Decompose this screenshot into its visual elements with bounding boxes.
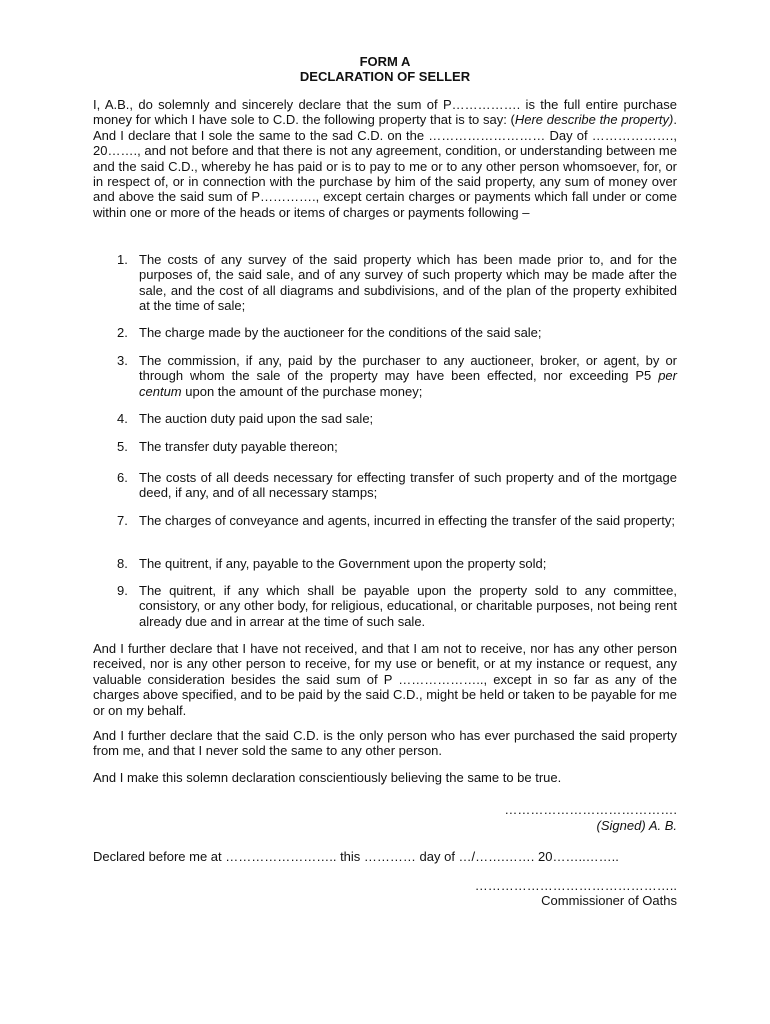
item-number: 9. [117, 583, 128, 598]
declared-before-line: Declared before me at …………………….. this ………… day of …/…….……. 20……..…….. [93, 849, 619, 864]
item-text: The charges of conveyance and agents, incurred in effecting the transfer of the said property; [139, 513, 675, 528]
commissioner-signature-line: ……………………………………….. [474, 878, 677, 893]
item-text: The auction duty paid upon the sad sale; [139, 411, 374, 426]
form-title: FORM A [359, 54, 411, 69]
item-number: 3. [117, 353, 128, 368]
further-declaration-paragraph: And I further declare that I have not received, and that I am not to receive, nor has any other person received, nor is any other person to receive, for my use or benefit, or at my instance or request, any valuable consideration besides the said sum of P ……………….., except in so far as any of the charges above specified, and to be paid by the said C.D., might be held or taken to be payable for me or on my behalf. [93, 641, 677, 718]
item-number: 8. [117, 556, 128, 571]
item-text: The charge made by the auctioneer for the conditions of the said sale; [139, 325, 542, 340]
signature-label: (Signed) A. B. [596, 818, 677, 833]
item-number: 2. [117, 325, 128, 340]
intro-text-2: . And I declare that I sole the same to the sad C.D. on the ……………………… Day of ………………., 20……., and not before and that there is not any agreement, condition, or understanding between me and the said C.D., whereby he has paid or is to pay to me or to any other person whomsoever, for, or in respect of, or in connection with the purchase by him of the said property, any sum of money over and above the said sum of P…………., except certain charges or payments which fall under or come within one or more of the heads or items of charges or payments following – [93, 112, 677, 220]
item-text: The quitrent, if any which shall be payable upon the property sold to any committee, consistory, or any other body, for religious, educational, or charitable purposes, not being rent already due and in arrear at the time of such sale. [139, 583, 677, 629]
signature-line: …………………………………. [504, 802, 677, 817]
item-number: 4. [117, 411, 128, 426]
item-number: 1. [117, 252, 128, 267]
item-number: 5. [117, 439, 128, 454]
solemn-declaration-paragraph: And I make this solemn declaration conscientiously believing the same to be true. [93, 770, 562, 785]
item-text: The quitrent, if any, payable to the Government upon the property sold; [139, 556, 547, 571]
form-subtitle: DECLARATION OF SELLER [299, 69, 471, 84]
item-text: The costs of any survey of the said property which has been made prior to, and for the purposes of, the said sale, and of any survey of such property which may be made after the sale, and the cost of all diagrams and subdivisions, and of the plan of the property exhibited at the time of sale; [139, 252, 677, 314]
item-text: The commission, if any, paid by the purchaser to any auctioneer, broker, or agent, by or through whom the sale of the property may have been effected, nor exceeding P5 per centum upon the amount of the purchase money; [139, 353, 677, 399]
intro-paragraph [93, 97, 677, 220]
commissioner-label: Commissioner of Oaths [541, 893, 677, 908]
item-number: 6. [117, 470, 128, 485]
item-text: The transfer duty payable thereon; [139, 439, 338, 454]
item-number: 7. [117, 513, 128, 528]
intro-italic: Here describe the property) [514, 112, 674, 128]
item-text: The costs of all deeds necessary for effecting transfer of such property and of the mortgage deed, if any, and of all necessary stamps; [139, 470, 677, 501]
only-purchaser-paragraph: And I further declare that the said C.D. is the only person who has ever purchased the said property from me, and that I never sold the same to any other person. [93, 728, 677, 759]
intro-text-1: I, A.B., do solemnly and sincerely declare that the sum of P……………. is the full entire purchase money for which I have sole to C.D. the following property that is to say: ( [93, 97, 677, 128]
item-italic: per centum [139, 368, 677, 399]
